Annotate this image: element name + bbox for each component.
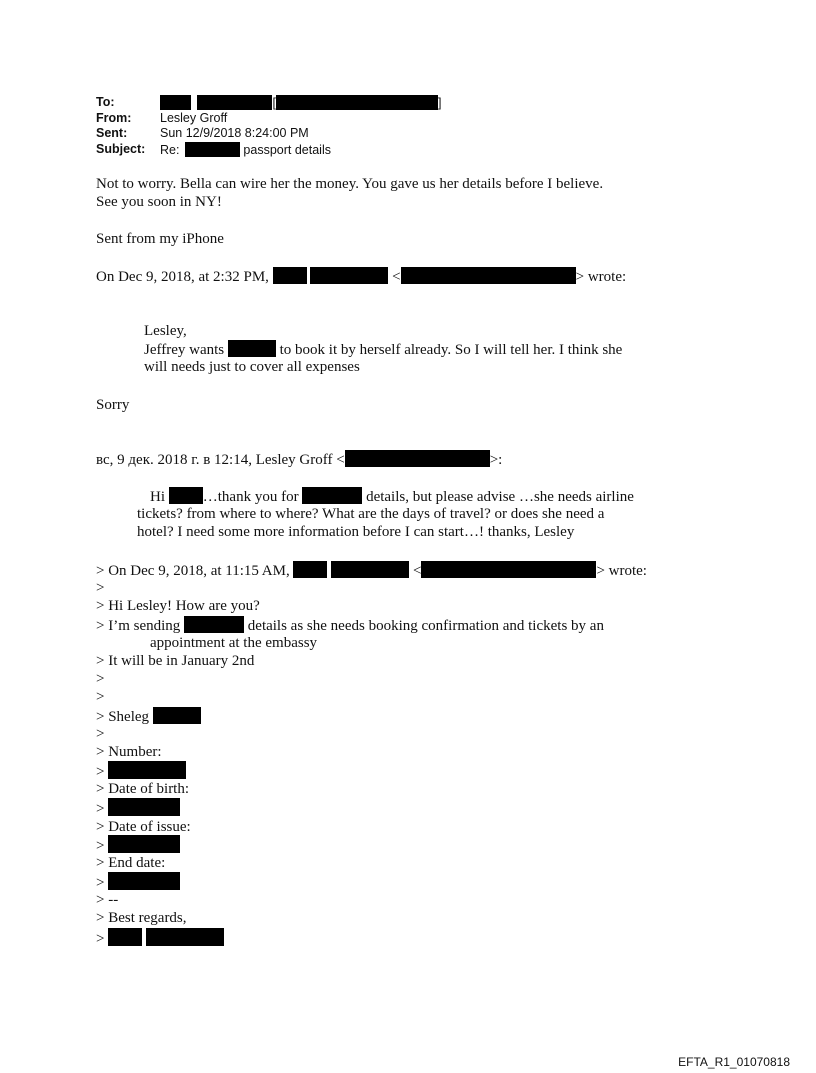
quote3-issue-value [96,835,180,855]
quote3-dashes: > -- [96,892,119,908]
quote3-hi: > Hi Lesley! How are you? [96,598,260,614]
quote3-regards: > Best regards, [96,910,187,926]
quote2-line-3: hotel? I need some more information before I can start…! thanks, Lesley [137,524,575,540]
quote3-sending-b: details as she needs booking confirmation and tickets by an [247,618,604,634]
quote2-line-1b: …thank you for [202,489,299,505]
redaction [401,267,576,284]
quote2-attribution-start: вс, 9 дек. 2018 г. в 12:14, Lesley Groff < [96,452,345,468]
from-label: From: [96,110,132,125]
quote-marker: > [96,875,105,891]
redaction [331,561,409,578]
redaction [146,928,224,946]
quote-marker: > [96,689,105,705]
quote2-attribution [96,450,502,469]
quote3-lt: < [412,563,422,579]
quote-marker: > [96,838,105,854]
reply-line-1: Not to worry. Bella can wire her the money. You gave us her details before I believe. [96,176,604,192]
quote1-body-1b: to book it by herself already. So I will tell her. I think she [279,342,623,358]
quote-marker: > [96,671,105,687]
quote3-number: > Number: [96,744,162,760]
quote3-sending-a: > I’m sending [96,618,181,634]
subject-label: Subject: [96,141,146,156]
quote1-attribution [96,267,626,286]
redaction [310,267,388,284]
redaction [160,95,191,110]
quote2-line-2: tickets? from where to where? What are the days of travel? or does she need a [137,506,605,522]
reply-line-2: See you soon in NY! [96,194,222,210]
quote3-january: > It will be in January 2nd [96,653,255,669]
to-bracket-close: ] [437,96,442,110]
quote1-attribution-start: On Dec 9, 2018, at 2:32 PM, [96,269,269,285]
redaction [345,450,490,467]
quote3-sending-cont: appointment at the embassy [150,635,318,651]
subject-value [160,142,331,159]
quote-marker: > [96,764,105,780]
quote2-line-1 [150,487,634,506]
quote3-sending [96,616,604,635]
quote1-attribution-end: > wrote: [575,269,627,285]
quote2-attribution-end: >: [489,452,503,468]
subject-suffix: passport details [243,142,331,157]
quote3-end-date: > End date: [96,855,166,871]
reply-signature: Sent from my iPhone [96,231,224,247]
redaction [293,561,327,578]
quote3-sheleg [96,707,201,726]
redaction [302,487,362,504]
quote3-dob: > Date of birth: [96,781,190,797]
quote1-lt: < [392,269,401,285]
quote1-body-2: will needs just to cover all expenses [144,359,360,375]
redaction [276,95,438,110]
redaction [153,707,201,724]
redaction [169,487,203,504]
from-value: Lesley Groff [160,110,228,125]
subject-prefix: Re: [160,142,180,157]
quote3-dob-value [96,798,180,818]
to-bracket-open: [ [272,96,276,110]
sent-label: Sent: [96,126,128,140]
quote-marker: > [96,801,105,817]
quote2-line-1a: Hi [150,489,165,505]
redaction [108,835,180,853]
quote1-sorry: Sorry [96,397,130,413]
redaction [228,340,276,357]
quote1-body-1a: Jeffrey wants [144,342,225,358]
quote2-line-1c: details, but please advise …she needs airline [366,489,634,505]
quote-marker: > [96,726,105,742]
quote3-issue: > Date of issue: [96,819,191,835]
quote3-attribution-end: > wrote: [596,563,647,579]
redaction [108,798,180,816]
sent-value: Sun 12/9/2018 8:24:00 PM [160,126,309,140]
quote3-number-value [96,761,186,781]
redaction [108,761,186,779]
quote3-attribution [96,561,647,580]
quote3-end-date-value [96,872,180,892]
quote-marker: > [96,580,105,596]
redaction [108,872,180,890]
redaction [185,142,240,157]
quote1-body-1 [144,340,622,359]
bates-number: EFTA_R1_01070818 [678,1055,790,1069]
redaction [197,95,272,110]
quote3-attribution-start: > On Dec 9, 2018, at 11:15 AM, [96,563,290,579]
quote3-sheleg-label: > Sheleg [96,709,150,725]
redaction [108,928,142,946]
quote3-regards-value [96,928,224,948]
redaction [421,561,596,578]
to-label: To: [96,95,115,109]
redaction [184,616,244,633]
redaction [273,267,307,284]
to-value [160,95,441,112]
quote-marker: > [96,931,105,947]
quote1-greeting: Lesley, [144,323,187,339]
